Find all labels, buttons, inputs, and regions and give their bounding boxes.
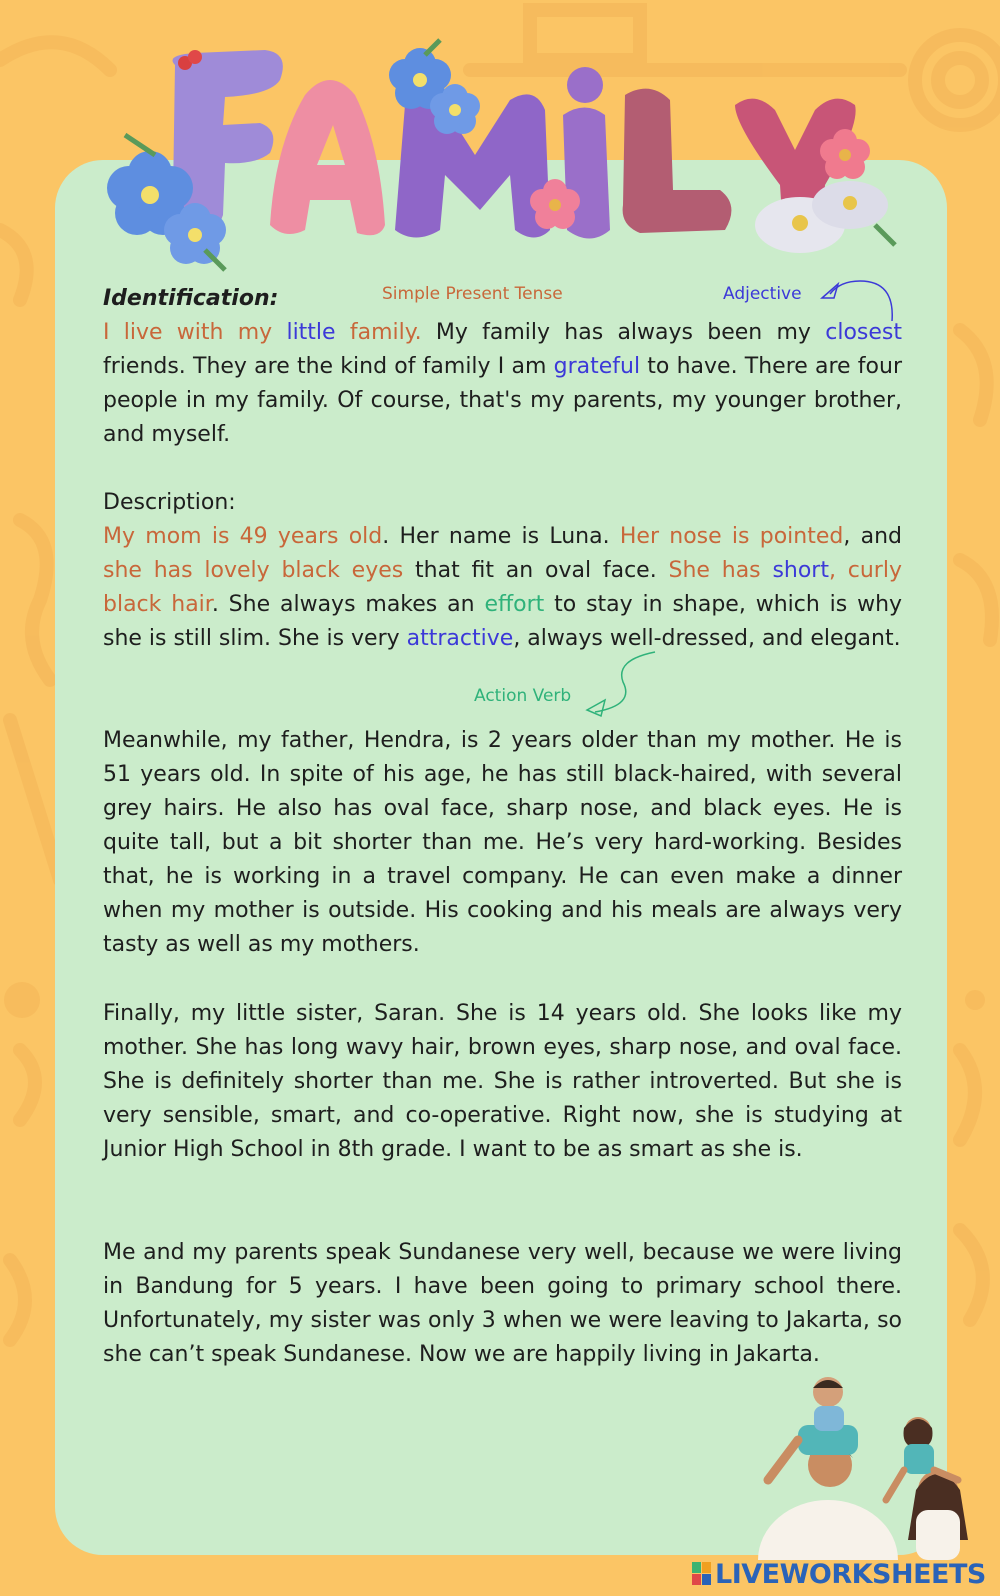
identification-heading <box>103 282 902 316</box>
text-seg: little <box>286 320 336 345</box>
text-seg: effort <box>484 592 545 617</box>
text-seg: family. <box>349 320 422 345</box>
text-seg: She has <box>668 558 761 583</box>
text-seg: My mom is 49 years old <box>103 524 383 549</box>
text-seg: . She always makes an <box>211 592 475 617</box>
text-seg: , and <box>843 524 902 549</box>
action-verb-arrow-icon <box>585 650 665 720</box>
text-seg: to stay in shape, which is why she is still slim. She is very <box>103 592 903 651</box>
logo-badge-icon <box>692 1562 712 1586</box>
description-paragraph-mom <box>103 520 902 656</box>
annotation-adjective: Adjective <box>723 284 802 304</box>
identification-label: Identification: <box>103 286 279 311</box>
text-seg: Her nose is pointed <box>619 524 844 549</box>
text-seg: that fit an oval face. <box>415 558 657 583</box>
text-seg: My family has always been my <box>435 320 811 345</box>
description-paragraph-father: Meanwhile, my father, Hendra, is 2 years older than my mother. He is 51 years old. In spite of his age, he has still black-haired, with several grey hairs. He also has oval face, sharp nose, and black eyes. He is quite tall, but a bit shorter than me. He’s very hard-working. Besides that, he is working in a travel company. He can even make a dinner when my mother is outside. His cooking and his meals are always very tasty as well as my mothers. <box>103 728 902 957</box>
logo-text: LIVEWORKSHEETS <box>715 1558 986 1590</box>
text-seg: closest <box>825 320 902 345</box>
text-seg: , always well-dressed, and elegant. <box>513 626 901 651</box>
description-heading: Description: <box>103 490 236 515</box>
text-seg: . Her name is Luna. <box>382 524 610 549</box>
text-seg: grateful <box>553 354 641 379</box>
text-seg: short <box>772 558 829 583</box>
text-seg: I live with my <box>103 320 273 345</box>
text-seg: , curly black hair <box>103 558 902 617</box>
text-seg: to have. There are four people in my family. Of course, that's my parents, my younger brother, and myself. <box>103 354 902 447</box>
description-paragraph-language: Me and my parents speak Sundanese very well, because we were living in Bandung for 5 years. I have been going to primary school there. Unfortunately, my sister was only 3 when we were leaving to Jakarta, so she can’t speak Sundanese. Now we are happily living in Jakarta. <box>103 1240 902 1367</box>
annotation-action-verb: Action Verb <box>474 686 572 706</box>
description-paragraph-sister: Finally, my little sister, Saran. She is 14 years old. She looks like my mother. She has long wavy hair, brown eyes, sharp nose, and oval face. She is definitely shorter than me. She is rather introverted. But she is very sensible, smart, and co-operative. Right now, she is studying at Junior High School in 8th grade. I want to be as smart as she is. <box>103 1001 902 1162</box>
liveworksheets-logo[interactable] <box>692 1558 986 1590</box>
text-seg: friends. They are the kind of family I am <box>103 354 547 379</box>
family-title-art <box>95 25 915 275</box>
text-seg: attractive <box>406 626 514 651</box>
text-seg: she has lovely black eyes <box>103 558 404 583</box>
annotation-tense: Simple Present Tense <box>382 284 563 304</box>
identification-paragraph <box>103 316 902 452</box>
family-illustration <box>758 1370 1000 1560</box>
